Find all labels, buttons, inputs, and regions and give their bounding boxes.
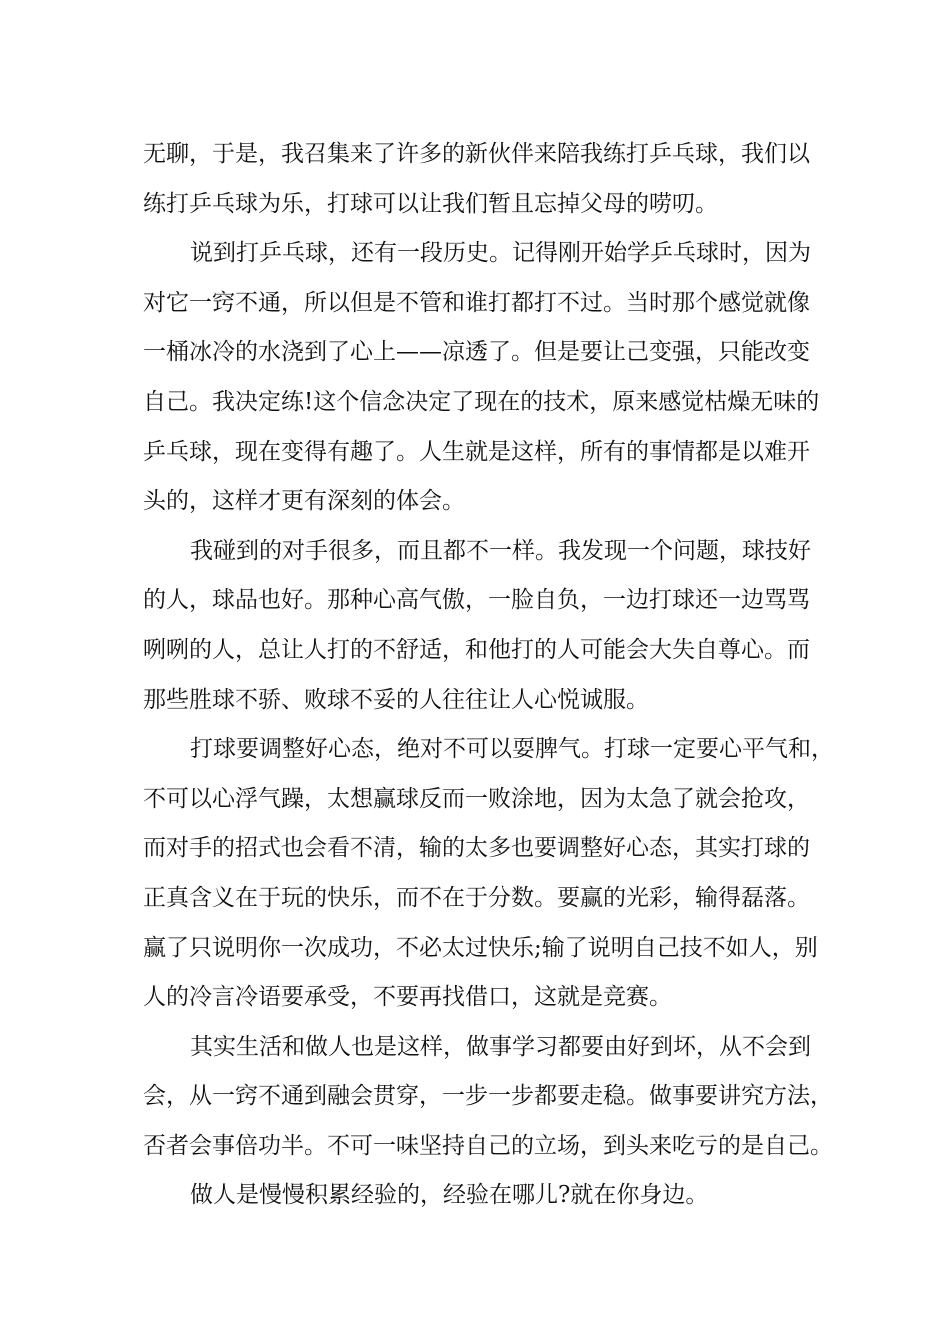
text-line: 人的冷言冷语要承受，不要再找借口，这就是竞赛。 (143, 984, 672, 1011)
paragraph-first-line: 说到打乒乓球，还有一段历史。记得刚开始学乒乓球时，因为 (190, 240, 811, 267)
paragraph-first-line: 做人是慢慢积累经验的，经验在哪儿?就在你身边。 (190, 1182, 709, 1209)
text-line: 不可以心浮气躁，太想赢球反而一败涂地，因为太急了就会抢攻， (143, 785, 810, 812)
text-line: 赢了只说明你一次成功，不必太过快乐;输了说明自己技不如人，别 (143, 934, 818, 961)
text-line: 否者会事倍功半。不可一味坚持自己的立场，到头来吃亏的是自己。 (143, 1132, 833, 1159)
text-line: 自己。我决定练!这个信念决定了现在的技术，原来感觉枯燥无味的 (143, 388, 820, 415)
text-line: 无聊，于是，我召集来了许多的新伙伴来陪我练打乒乓球，我们以 (143, 141, 810, 167)
text-line: 正真含义在于玩的快乐，而不在于分数。要赢的光彩，输得磊落。 (143, 884, 810, 911)
text-line: 一桶冰冷的水浇到了心上——凉透了。但是要让己变强，只能改变 (143, 339, 810, 366)
text-line: 练打乒乓球为乐，打球可以让我们暂且忘掉父母的唠叨。 (143, 190, 718, 217)
text-line: 乒乓球，现在变得有趣了。人生就是这样，所有的事情都是以难开 (143, 438, 810, 465)
paragraph-first-line: 我碰到的对手很多，而且都不一样。我发现一个问题，球技好 (190, 537, 811, 564)
text-line: 会，从一窍不通到融会贯穿，一步一步都要走稳。做事要讲究方法， (143, 1083, 833, 1110)
text-line: 对它一窍不通，所以但是不管和谁打都打不过。当时那个感觉就像 (143, 289, 810, 316)
text-line: 而对手的招式也会看不清，输的太多也要调整好心态，其实打球的 (143, 835, 810, 862)
body-text (143, 130, 834, 1221)
paragraph-first-line: 打球要调整好心态，绝对不可以耍脾气。打球一定要心平气和， (190, 736, 834, 763)
paragraph-first-line: 其实生活和做人也是这样，做事学习都要由好到坏，从不会到 (190, 1033, 811, 1060)
text-line: 那些胜球不骄、败球不妥的人往往让人心悦诚服。 (143, 686, 649, 713)
text-line: 咧咧的人，总让人打的不舒适，和他打的人可能会大失自尊心。而 (143, 636, 810, 663)
text-line: 的人，球品也好。那种心高气傲，一脸自负，一边打球还一边骂骂 (143, 587, 810, 614)
text-line: 头的，这样才更有深刻的体会。 (143, 488, 465, 515)
